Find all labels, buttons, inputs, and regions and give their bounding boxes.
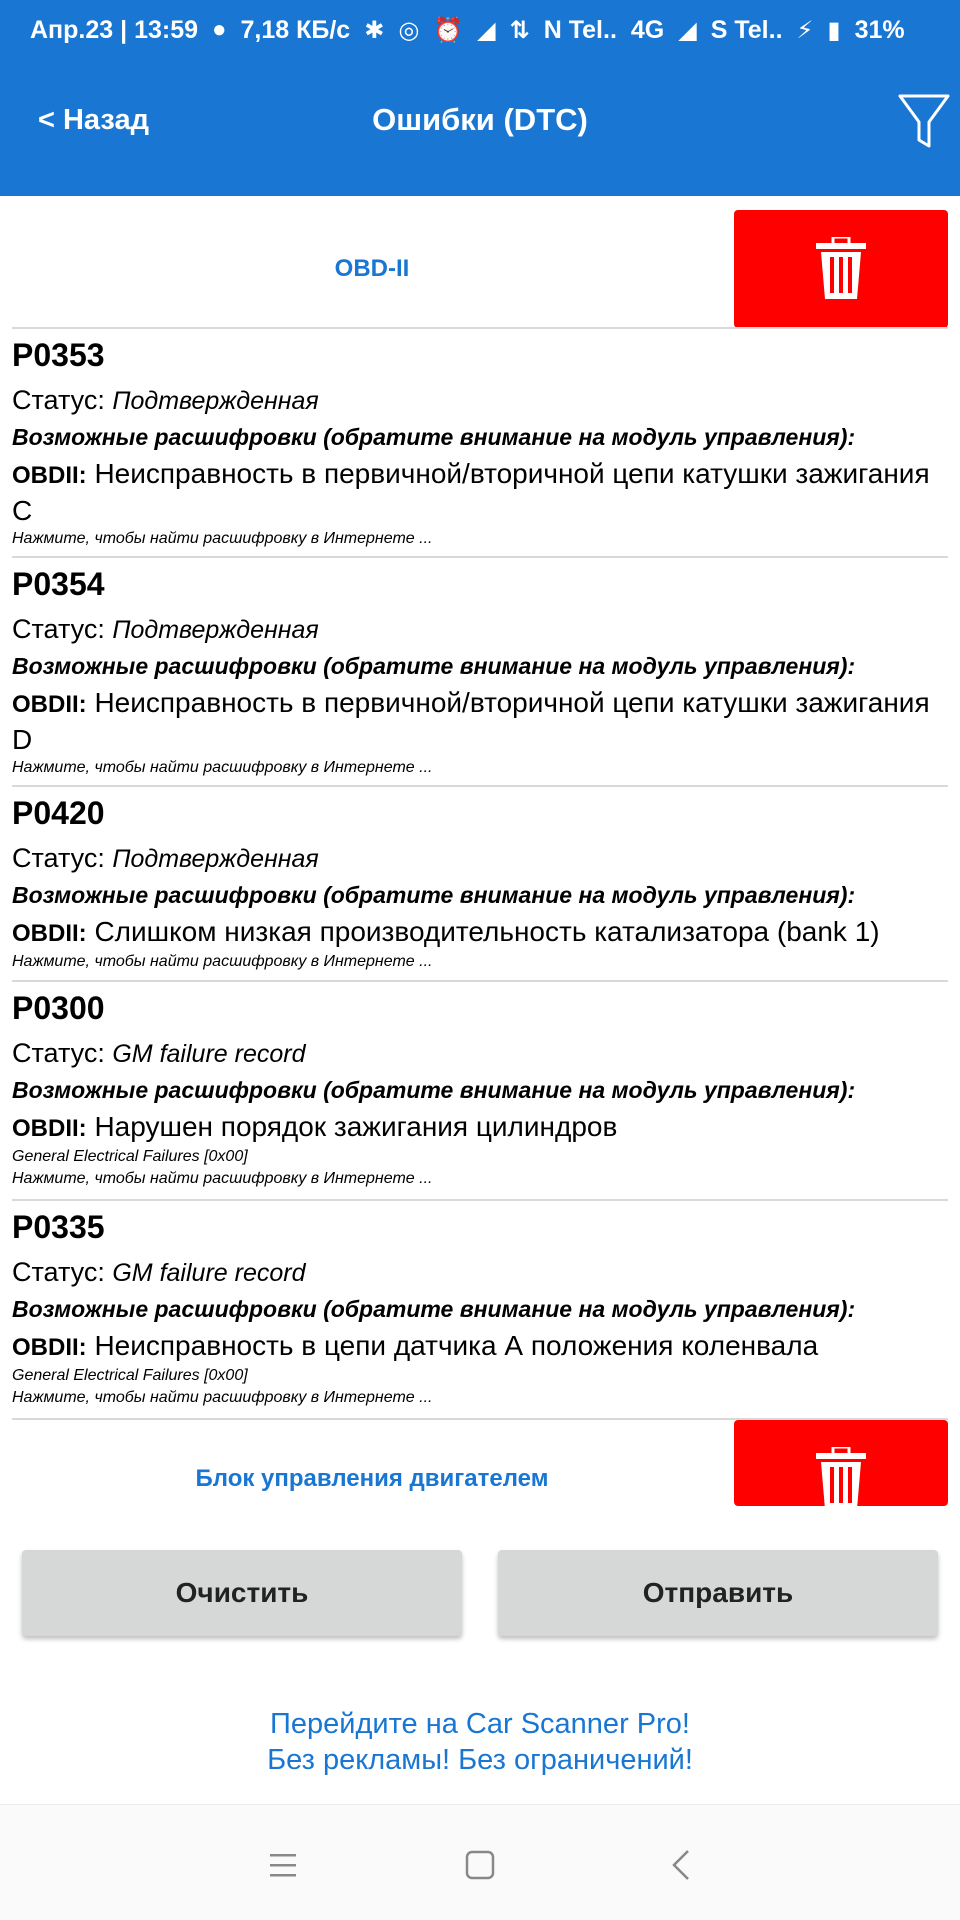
divider — [12, 556, 948, 558]
app-bar — [0, 60, 960, 196]
status-time: Апр.23 | 13:59 — [30, 15, 199, 44]
menu-icon[interactable] — [262, 1845, 302, 1885]
decoding-hint: Возможные расшифровки (обратите внимание на модуль управления): — [12, 882, 856, 908]
status-battery: 31% — [854, 15, 905, 44]
dtc-item[interactable] — [12, 986, 948, 1190]
dtc-description — [12, 1328, 948, 1365]
search-link[interactable]: Нажмите, чтобы найти расшифровку в Интернете ... — [12, 530, 433, 547]
dtc-status — [12, 841, 948, 876]
description-text: Слишком низкая производительность катализатора (bank 1) — [94, 916, 880, 947]
dtc-extra-info: General Electrical Failures [0x00] — [12, 1148, 248, 1165]
status-bar — [0, 0, 960, 60]
obd-prefix: OBDII: — [12, 920, 87, 947]
decoding-hint: Возможные расшифровки (обратите внимание на модуль управления): — [12, 1077, 856, 1103]
home-icon[interactable] — [460, 1845, 500, 1885]
description-text: Неисправность в первичной/вторичной цепи катушки зажигания C — [12, 458, 930, 526]
dtc-item[interactable] — [12, 1205, 948, 1409]
system-nav-bar — [0, 1804, 960, 1920]
dtc-code: P0300 — [12, 990, 105, 1026]
dtc-code: P0354 — [12, 566, 105, 602]
section-header-ecu — [0, 1420, 960, 1506]
obd-prefix: OBDII: — [12, 462, 87, 489]
dtc-description — [12, 685, 948, 757]
alarm-icon: ⏰ — [433, 16, 464, 44]
vpn-icon: ◎ — [398, 16, 420, 44]
status-network-2: S Tel.. — [710, 15, 783, 44]
status-value: Подтвержденная — [112, 387, 319, 415]
dtc-status — [12, 612, 948, 647]
section-title[interactable]: OBD-II — [334, 255, 410, 282]
dtc-description — [12, 456, 948, 528]
search-link[interactable]: Нажмите, чтобы найти расшифровку в Интернете ... — [12, 1170, 433, 1187]
signal-icon: ◢ — [477, 16, 496, 44]
divider — [12, 1199, 948, 1201]
delete-button[interactable] — [734, 1420, 948, 1506]
dtc-extra-info: General Electrical Failures [0x00] — [12, 1367, 248, 1384]
signal-icon: ◢ — [678, 16, 697, 44]
status-network-1: N Tel.. — [543, 15, 617, 44]
obd-prefix: OBDII: — [12, 1334, 87, 1361]
status-value: Подтвержденная — [112, 845, 319, 873]
filter-icon[interactable] — [896, 90, 952, 152]
status-network-type: 4G — [630, 15, 665, 44]
dtc-code: P0353 — [12, 337, 105, 373]
dtc-code: P0335 — [12, 1209, 105, 1245]
description-text: Неисправность в первичной/вторичной цепи катушки зажигания D — [12, 687, 930, 755]
divider — [12, 327, 948, 329]
dtc-description — [12, 1109, 948, 1146]
promo-line-2: Без рекламы! Без ограничений! — [267, 1744, 693, 1776]
dtc-status — [12, 1036, 948, 1071]
status-value: GM failure record — [112, 1040, 306, 1068]
status-label: Статус: — [12, 385, 113, 415]
data-arrows-icon: ⇅ — [509, 16, 530, 44]
search-link[interactable]: Нажмите, чтобы найти расшифровку в Интернете ... — [12, 1389, 433, 1406]
dtc-item[interactable] — [12, 333, 948, 550]
delete-button[interactable] — [734, 210, 948, 328]
status-value: GM failure record — [112, 1259, 306, 1287]
back-nav-icon[interactable] — [662, 1845, 702, 1885]
obd-prefix: OBDII: — [12, 1115, 87, 1142]
decoding-hint: Возможные расшифровки (обратите внимание на модуль управления): — [12, 1296, 856, 1322]
section-header-obd — [0, 210, 960, 328]
decoding-hint: Возможные расшифровки (обратите внимание на модуль управления): — [12, 424, 856, 450]
more-notifications-icon: ● — [212, 16, 227, 43]
search-link[interactable]: Нажмите, чтобы найти расшифровку в Интернете ... — [12, 759, 433, 776]
pro-promo-link[interactable] — [0, 1706, 960, 1778]
trash-icon — [814, 1447, 868, 1506]
page-title: Ошибки (DTC) — [372, 102, 588, 137]
search-link[interactable]: Нажмите, чтобы найти расшифровку в Интернете ... — [12, 953, 433, 970]
trash-icon — [814, 237, 868, 301]
clear-button[interactable]: Очистить — [22, 1550, 462, 1636]
dtc-item[interactable] — [12, 791, 948, 973]
divider — [12, 785, 948, 787]
dtc-item[interactable] — [12, 562, 948, 779]
promo-line-1: Перейдите на Car Scanner Pro! — [270, 1708, 690, 1740]
section-title[interactable]: Блок управления двигателем — [195, 1465, 549, 1492]
back-button[interactable]: < Назад — [38, 104, 149, 136]
description-text: Нарушен порядок зажигания цилиндров — [94, 1111, 618, 1142]
divider — [12, 980, 948, 982]
description-text: Неисправность в цепи датчика А положения коленвала — [94, 1330, 819, 1361]
status-label: Статус: — [12, 614, 113, 644]
bluetooth-icon: ✱ — [364, 16, 385, 44]
status-speed: 7,18 КБ/с — [240, 15, 351, 44]
status-value: Подтвержденная — [112, 616, 319, 644]
status-label: Статус: — [12, 1257, 113, 1287]
charging-icon: ⚡ — [796, 16, 814, 44]
dtc-code: P0420 — [12, 795, 105, 831]
status-label: Статус: — [12, 843, 113, 873]
battery-icon: ▮ — [827, 16, 841, 44]
decoding-hint: Возможные расшифровки (обратите внимание на модуль управления): — [12, 653, 856, 679]
send-button[interactable]: Отправить — [498, 1550, 938, 1636]
status-label: Статус: — [12, 1038, 113, 1068]
obd-prefix: OBDII: — [12, 691, 87, 718]
dtc-status — [12, 383, 948, 418]
dtc-status — [12, 1255, 948, 1290]
dtc-description — [12, 914, 948, 951]
